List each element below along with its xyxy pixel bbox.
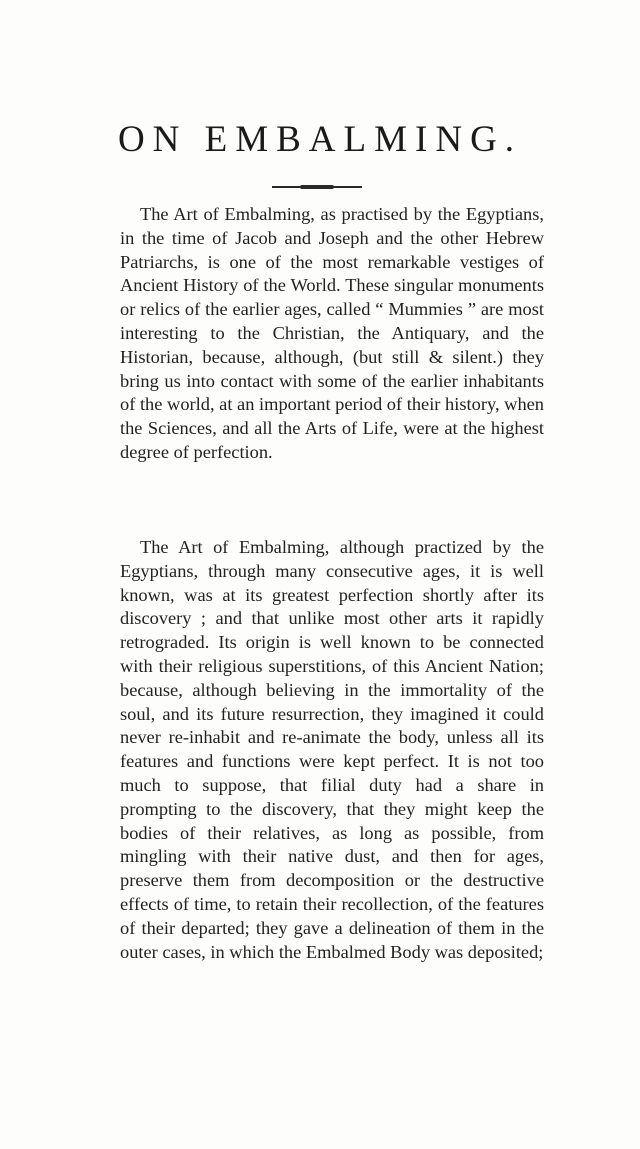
page-title: ON EMBALMING. — [117, 119, 523, 160]
paragraph-1: The Art of Embalming, as practised by the Egyptians, in the time of Jacob and Joseph and the other Hebrew Patriarchs, is one of the most remarkable vestiges of Ancient History of the World. These singular monuments or relics of the earlier ages, called “ Mummies ” are most interesting to the Christian, the Antiquary, and the Historian, because, although, (but still & silent.) they bring us into contact with some of the earlier inhabitants of the world, at an important period of their history, when the Sciences, and all the Arts of Life, were at the highest degree of perfection. — [120, 204, 544, 462]
paragraph-2: The Art of Embalming, although practized by the Egyptians, through many consecutive ages, it is well known, was at its greatest perfection shortly after its discovery ; and that unlike most other arts it rapidly retrograded. Its origin is well known to be connected with their religious superstitions, of this Ancient Nation; because, although believing in the immortality of the soul, and its future resurrection, they imagined it could never re-inhabit and re-animate the body, unless all its features and functions were kept perfect. It is not too much to suppose, that filial duty had a share in prompting to the discovery, that they might keep the bodies of their relatives, as long as possible, from mingling with their native dust, and then for ages, preserve them from decomposition or the destructive effects of time, to retain their recollection, of the features of their departed; they gave a delineation of them in the outer cases, in which the Embalmed Body was deposited; — [120, 537, 544, 962]
title-ornament-rule — [272, 186, 362, 188]
